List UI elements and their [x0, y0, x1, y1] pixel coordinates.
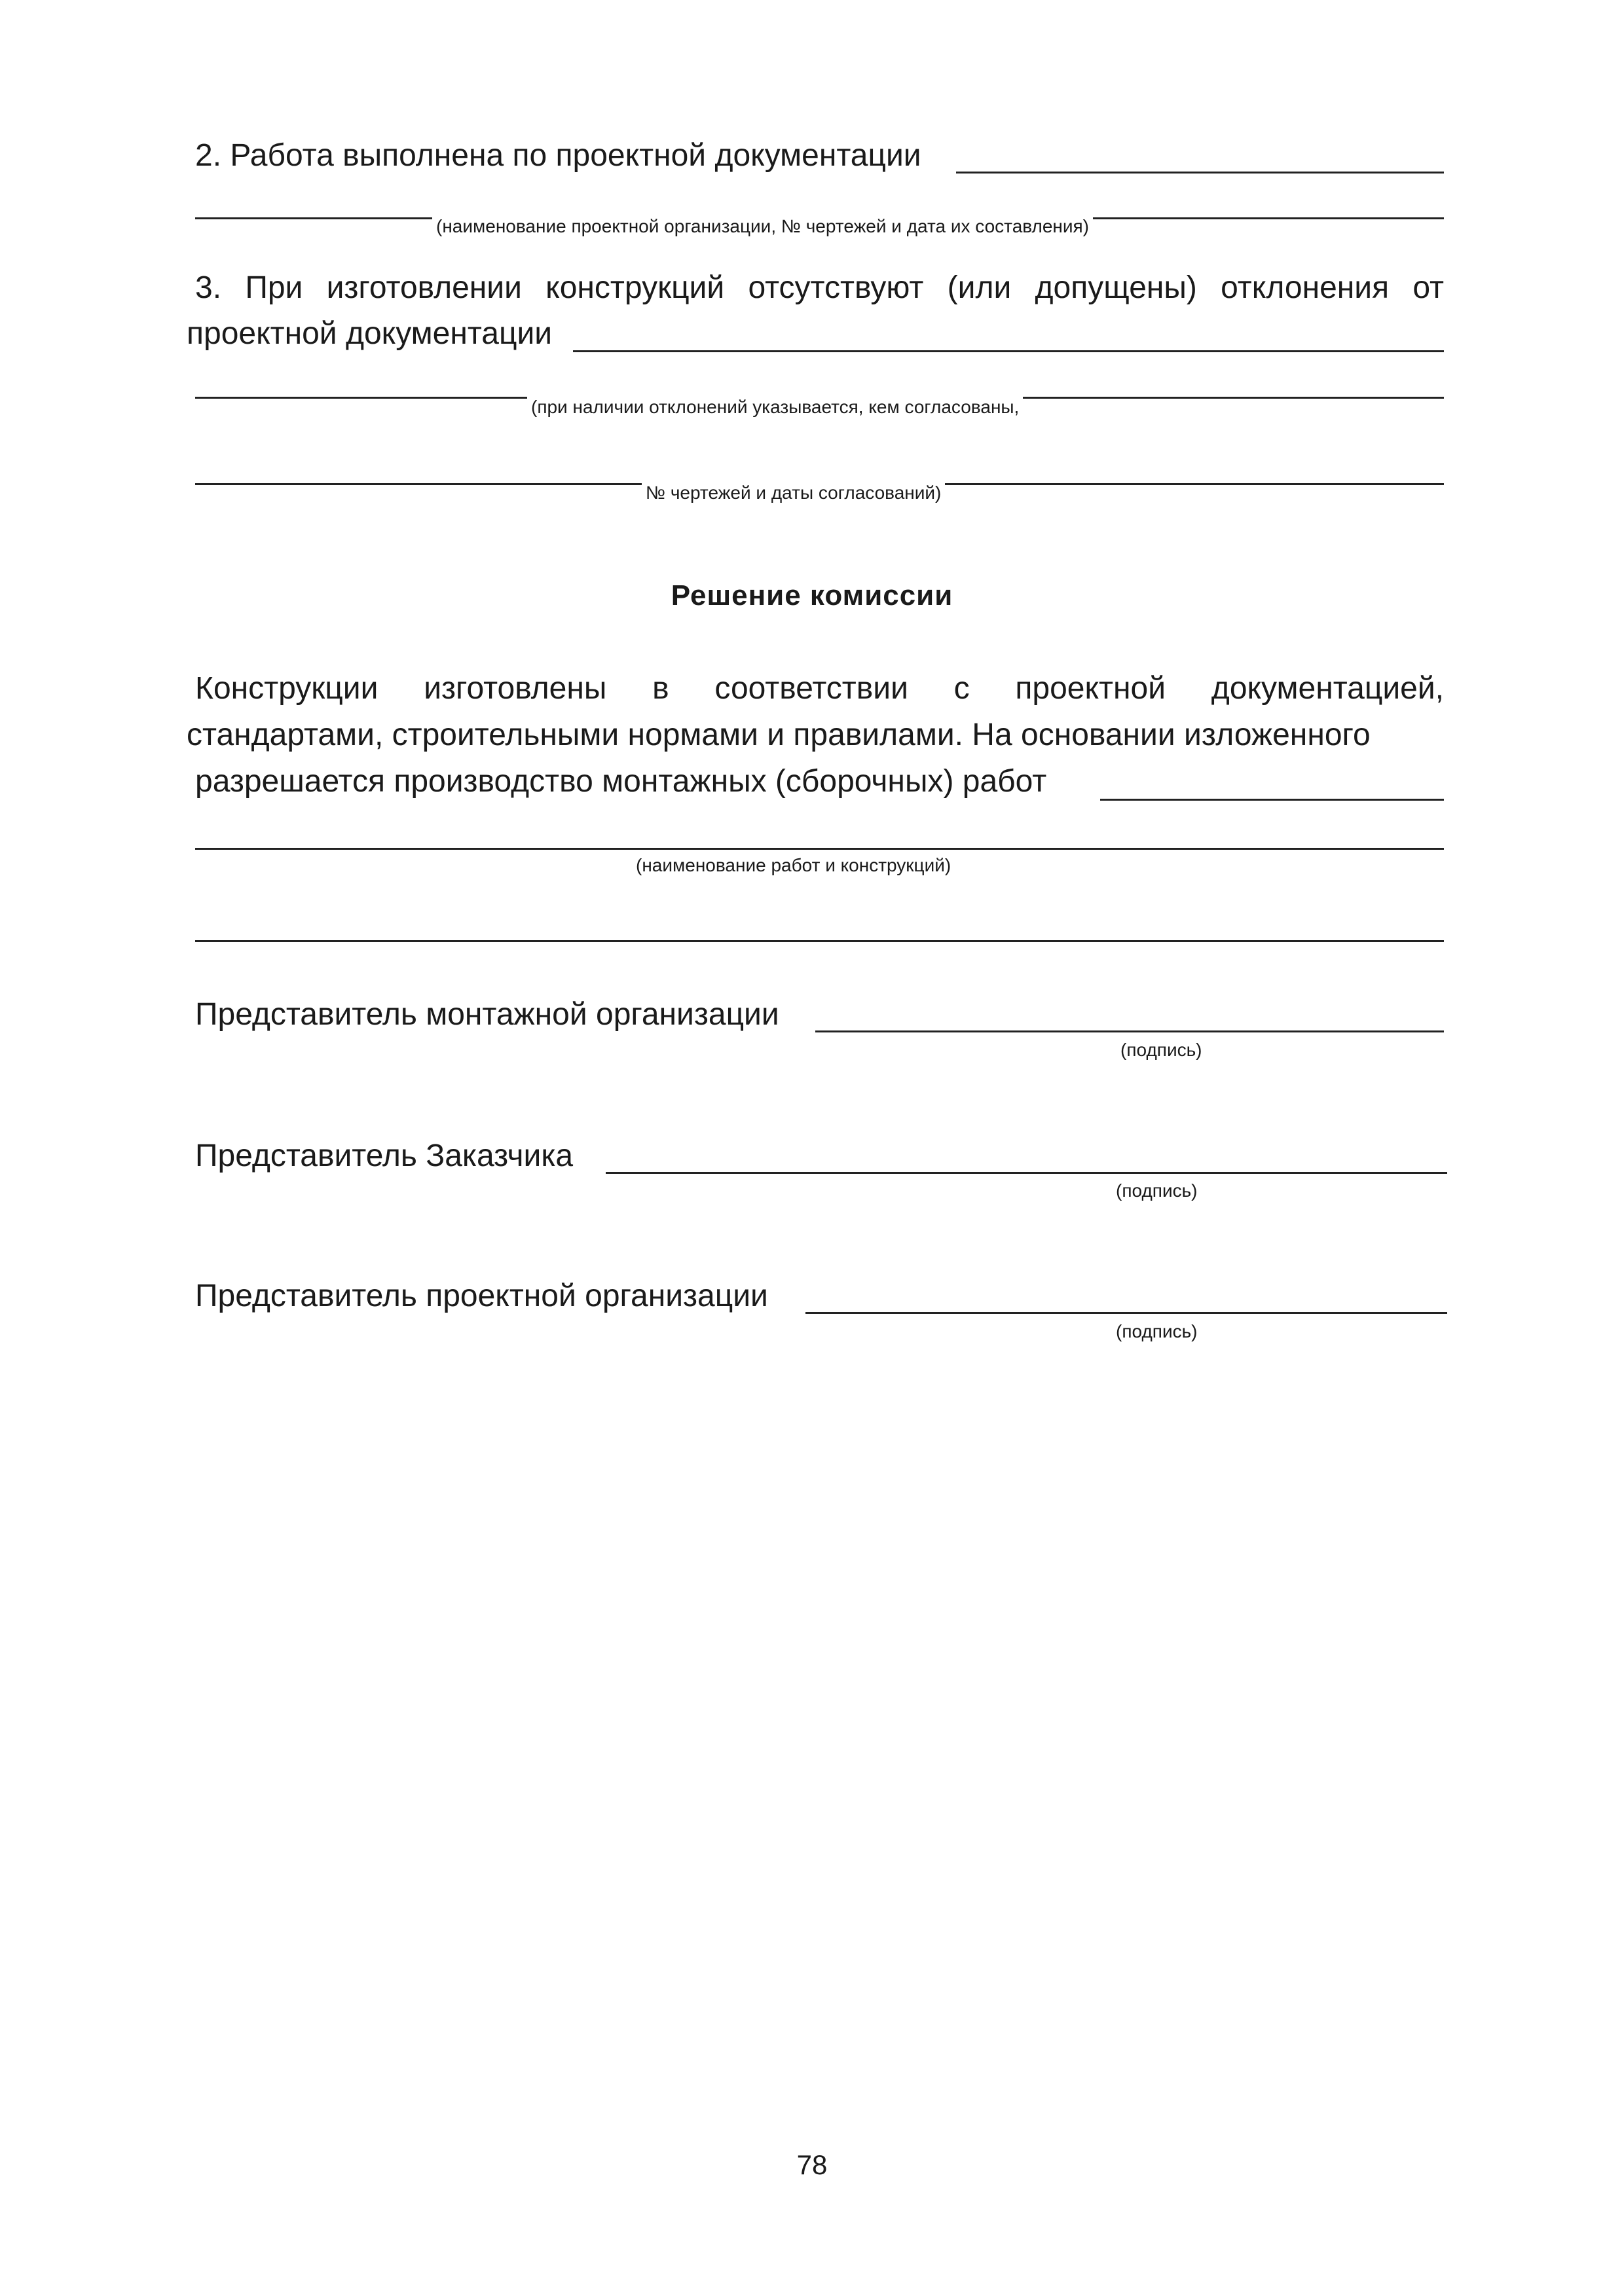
- decision-extra-line[interactable]: [195, 940, 1444, 942]
- decision-title: Решение комиссии: [671, 579, 953, 611]
- item2-fill-line[interactable]: [956, 172, 1444, 173]
- item3-line1: 3. При изготовлении конструкций отсутствуют (или допущены) отклонения от: [195, 270, 1444, 305]
- signature-caption-design: (подпись): [1112, 1321, 1202, 1342]
- decision-line2: стандартами, строительными нормами и правилами. На основании изложенного: [187, 718, 1371, 752]
- signature-caption-customer: (подпись): [1112, 1180, 1202, 1201]
- item3-caption2: № чертежей и даты согласований): [642, 483, 945, 503]
- decision-fill-line[interactable]: [1100, 799, 1444, 801]
- decision-caption: (наименование работ и конструкций): [632, 855, 955, 876]
- item2-caption: (наименование проектной организации, № чертежей и дата их составления): [432, 216, 1093, 237]
- item3-fill-line[interactable]: [573, 350, 1444, 352]
- decision-line1: Конструкции изготовлены в соответствии с проектной документацией,: [195, 671, 1444, 706]
- item3-line2: проектной документации: [187, 316, 553, 351]
- signature-label-design: Представитель проектной организации: [195, 1279, 768, 1313]
- item2-label: 2. Работа выполнена по проектной документации: [195, 138, 921, 173]
- page-number: 78: [796, 2149, 828, 2180]
- item3-caption1: (при наличии отклонений указывается, кем согласованы,: [527, 397, 1023, 418]
- decision-line3: разрешается производство монтажных (сборочных) работ: [195, 764, 1047, 799]
- signature-line-design[interactable]: [805, 1312, 1447, 1314]
- signature-line-assembly[interactable]: [815, 1030, 1444, 1032]
- signature-label-assembly: Представитель монтажной организации: [195, 997, 779, 1032]
- decision-caption-line[interactable]: [195, 848, 1444, 850]
- signature-line-customer[interactable]: [606, 1172, 1447, 1174]
- signature-caption-assembly: (подпись): [1116, 1040, 1206, 1061]
- signature-label-customer: Представитель Заказчика: [195, 1139, 574, 1173]
